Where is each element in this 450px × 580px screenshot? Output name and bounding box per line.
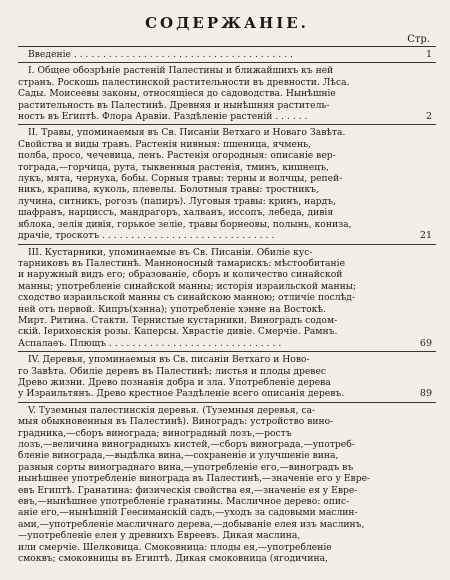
- table-of-contents: [18, 49, 436, 564]
- toc-page-number: 89: [419, 388, 432, 400]
- toc-line: I. Общее обозрѣніе растеній Палестины и ближайшихъ къ ней: [28, 65, 334, 77]
- toc-line: тограда,—горчица, рута, тыквенныя растенія, тминъ, кишнецъ,: [18, 161, 329, 173]
- entry-separator: [18, 244, 436, 245]
- toc-entry: [18, 49, 436, 60]
- toc-line: смоквъ; смоковницы въ Египтѣ. Дикая смоковница (ягодичина,: [18, 553, 329, 565]
- entry-separator: [18, 62, 436, 63]
- toc-line: у Израильтянъ. Древо крестное Раздѣленіе всего описанія деревъ.: [18, 388, 345, 400]
- toc-line: аніе его,—нынѣшній Геѳсиманскій садъ,—уходъ за садовыми маслин-: [18, 507, 358, 519]
- toc-line: тарниковъ въ Палестинѣ. Манноносный тамарискъ: мѣстообитаніе: [18, 257, 346, 269]
- toc-line: —употребленіе елея у древнихъ Евреевъ. Дикая маслина,: [18, 530, 301, 542]
- toc-line: ней отъ первой. Кипръ(хэнна); употребленіе хэнне на Востокѣ.: [18, 303, 326, 315]
- toc-line: V. Туземныя палестинскія деревья. (Туземныя деревья, са-: [28, 404, 316, 416]
- toc-line: полба, просо, чечевица, ленъ. Растенія огородныя: описаніе вер-: [18, 150, 336, 162]
- toc-line: разныя сорты винограднаго вина,—употребленіе его,—виноградъ въ: [18, 461, 354, 473]
- toc-line: и наружный видъ его; образованіе, сборъ и количество синайской: [18, 269, 343, 281]
- toc-line: яблока, зелія дивія, горькое зеліе, травы борнеовы, полынь, кониза,: [18, 218, 352, 230]
- toc-line: или смерчіе. Шелковица. Смоковница: плоды ея,—употребленіе: [18, 541, 332, 553]
- toc-line: Аспалаѳъ. Плющъ . . . . . . . . . . . . . . . . . . . . . . . . . . . . . .: [18, 337, 282, 349]
- toc-line: Сады. Моисеевы законы, относящіеся до садоводства. Нынѣшніе: [18, 88, 336, 100]
- toc-line: градника,—сборъ винограда; виноградный лозъ,—ростъ: [18, 427, 292, 439]
- toc-line: драчіе, троскотъ . . . . . . . . . . . . . . . . . . . . . . . . . . . . . .: [18, 230, 275, 242]
- header-rule: [18, 46, 436, 47]
- entry-separator: [18, 402, 436, 403]
- toc-entry: [18, 247, 436, 350]
- toc-page-number: 69: [419, 337, 432, 349]
- toc-line: мыя обыкновенныя въ Палестинѣ). Виноградъ: устройство вино-: [18, 416, 334, 428]
- toc-line: лучина, ситникъ, рогозъ (папиръ). Луговыя травы: кринъ, нардъ,: [18, 195, 337, 207]
- toc-line: шафранъ, нарциссъ, мандрагоръ, халванъ, иссопъ, лебеда, дивія: [18, 207, 334, 219]
- toc-entry-text: [18, 49, 406, 60]
- toc-entry-text: [18, 127, 406, 241]
- toc-entry: [18, 127, 436, 241]
- toc-line: сходство израильской манны съ синайскою манною; отличіе послѣд-: [18, 292, 355, 304]
- toc-line: евъ Египтѣ. Гранатина: физическія свойства ея,—значеніе ея у Евре-: [18, 484, 358, 496]
- toc-line: странъ. Роскошь палестинской растительности въ древности. Лѣса.: [18, 76, 350, 88]
- toc-line: никъ, крапива, куколь, плевелы. Болотныя травы: тростникъ,: [18, 184, 319, 196]
- toc-line: II. Травы, упоминаемыя въ Св. Писаніи Ветхаго и Новаго Завѣта.: [28, 127, 346, 139]
- toc-line: го Завѣта. Обиліе деревъ въ Палестинѣ; листья и плоды древес: [18, 365, 327, 377]
- toc-line: бленіе винограда,—выдѣлка вина,—сохраненіе и улучшеніе вина,: [18, 450, 339, 462]
- toc-line: лозъ,—величина виноградныхъ кистей,—сборъ винограда,—употреб-: [18, 439, 355, 450]
- toc-line: манны; употребленіе синайской манны; исторія израильской манны;: [18, 280, 357, 292]
- toc-line: III. Кустарники, упоминаемые въ Св. Писаніи. Обиліе кус-: [28, 246, 313, 258]
- page-column-header: Стр.: [407, 34, 430, 45]
- toc-entry-text: [18, 405, 406, 565]
- toc-line: нынѣшнее употребленіе винограда въ Палестинѣ,—значеніе его у Евре-: [18, 473, 371, 485]
- toc-entry: [18, 354, 436, 400]
- toc-page-number: 2: [425, 111, 432, 123]
- toc-line: Мирт. Ритина. Стакти. Тернистые кустарники. Виноградъ содом-: [18, 314, 338, 326]
- toc-line: Свойства и виды травъ. Растенія нивныя: пшеница, ячмень,: [18, 138, 312, 150]
- toc-line: ность въ Египтѣ. Флора Аравіи. Раздѣленіе растеній . . . . . .: [18, 111, 308, 123]
- entry-separator: [18, 351, 436, 352]
- toc-line: лукъ, мята, чернуха, бобы. Сорныя травы: терны и волчцы, репей-: [18, 173, 343, 185]
- toc-line: скій. Іерихонскія розы. Каперсы. Хврастіе дивіе. Смерчіе. Рамнъ.: [18, 326, 338, 338]
- toc-entry: [18, 65, 436, 122]
- toc-entry-text: [18, 65, 406, 122]
- entry-separator: [18, 124, 436, 125]
- toc-line: IV. Деревья, упоминаемыя въ Св. писаніи Ветхаго и Ново-: [28, 354, 310, 366]
- toc-line: растительность въ Палестинѣ. Древняя и нынѣшняя раститель-: [18, 99, 330, 111]
- toc-line: евъ,—нынѣшнее употребленіе гранатины. Масличное дерево: опис-: [18, 496, 350, 508]
- toc-entry: [18, 405, 436, 565]
- toc-line: Введеніе . . . . . . . . . . . . . . . . . . . . . . . . . . . . . . . . . . . . . .: [28, 49, 293, 60]
- toc-line: Древо жизни. Древо познанія добра и зла. Употребленіе дерева: [18, 376, 331, 388]
- toc-page-number: 21: [419, 230, 432, 242]
- toc-line: ами,—употребленіе масличнаго дерева,—добываніе елея изъ маслинъ,: [18, 518, 365, 530]
- page-title: СОДЕРЖАНІЕ.: [145, 14, 309, 32]
- toc-page-number: 1: [425, 49, 432, 60]
- toc-entry-text: [18, 247, 406, 350]
- toc-entry-text: [18, 354, 406, 400]
